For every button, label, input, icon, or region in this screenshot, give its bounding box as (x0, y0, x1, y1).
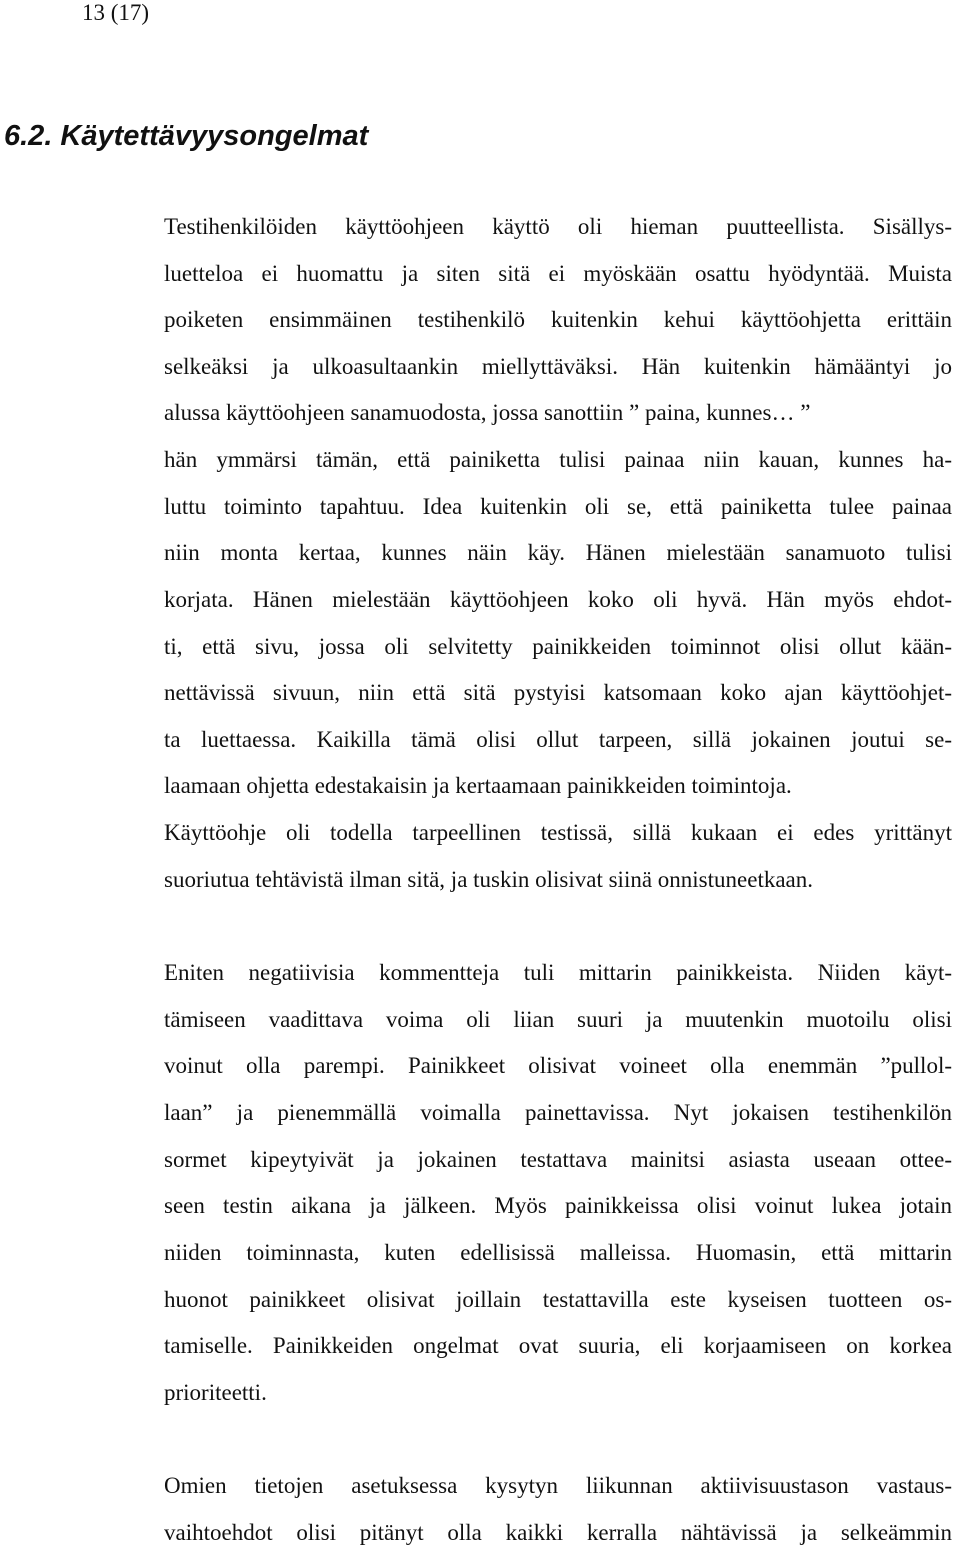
paragraph-line: niin monta kertaa, kunnes näin käy. Hänen mielestään sanamuoto tulisi (164, 540, 952, 565)
paragraph-line: luttu toiminto tapahtuu. Idea kuitenkin oli se, että painiketta tulee painaa (164, 494, 952, 519)
paragraph-line: voinut olla parempi. Painikkeet olisivat voineet olla enemmän ”pullol- (164, 1053, 952, 1078)
paragraph-line: ta luettaessa. Kaikilla tämä olisi ollut tarpeen, sillä jokainen joutui se- (164, 727, 952, 752)
paragraph-line: Käyttöohje oli todella tarpeellinen testissä, sillä kukaan ei edes yrittänyt (164, 820, 952, 845)
paragraph-line: niiden toiminnasta, kuten edellisissä malleissa. Huomasin, että mittarin (164, 1240, 952, 1265)
paragraph-line: laamaan ohjetta edestakaisin ja kertaamaan painikkeiden toimintoja. (164, 773, 792, 798)
paragraph-line: laan” ja pienemmällä voimalla painettavissa. Nyt jokaisen testihenkilön (164, 1100, 952, 1125)
paragraph-line: tamiselle. Painikkeiden ongelmat ovat suuria, eli korjaamiseen on korkea (164, 1333, 952, 1358)
paragraph-line: hän ymmärsi tämän, että painiketta tulisi painaa niin kauan, kunnes ha- (164, 447, 952, 472)
paragraph-line: Eniten negatiivisia kommentteja tuli mittarin painikkeista. Niiden käyt- (164, 960, 952, 985)
paragraph-line: huonot painikkeet olisivat joillain testattavilla este kyseisen tuotteen os- (164, 1287, 952, 1312)
paragraph-line: sormet kipeytyivät ja jokainen testattava mainitsi asiasta useaan ottee- (164, 1147, 952, 1172)
paragraph-line: suoriutua tehtävistä ilman sitä, ja tuskin olisivat siinä onnistuneetkaan. (164, 867, 813, 892)
paragraph-line: poiketen ensimmäinen testihenkilö kuitenkin kehui käyttöohjetta erittäin (164, 307, 952, 332)
paragraph-line: alussa käyttöohjeen sanamuodosta, jossa sanottiin ” paina, kunnes… ” (164, 400, 811, 425)
paragraph-line: luetteloa ei huomattu ja siten sitä ei myöskään osattu hyödyntää. Muista (164, 261, 952, 286)
paragraph-line: prioriteetti. (164, 1380, 267, 1405)
section-heading: 6.2. Käytettävyysongelmat (4, 120, 369, 152)
paragraph-line: seen testin aikana ja jälkeen. Myös painikkeissa olisi voinut lukea jotain (164, 1193, 952, 1218)
paragraph-line: vaihtoehdot olisi pitänyt olla kaikki kerralla nähtävissä ja selkeämmin (164, 1520, 952, 1545)
paragraph-line: nettävissä sivuun, niin että sitä pystyisi katsomaan koko ajan käyttöohjet- (164, 680, 952, 705)
paragraph-line: ti, että sivu, jossa oli selvitetty painikkeiden toiminnot olisi ollut kään- (164, 634, 952, 659)
paragraph-line: Omien tietojen asetuksessa kysytyn liikunnan aktiivisuustason vastaus- (164, 1473, 952, 1498)
page-number: 13 (17) (82, 0, 150, 25)
paragraph-line: korjata. Hänen mielestään käyttöohjeen koko oli hyvä. Hän myös ehdot- (164, 587, 952, 612)
paragraph-line: tämiseen vaadittava voima oli liian suuri ja muutenkin muotoilu olisi (164, 1007, 952, 1032)
paragraph-line: selkeäksi ja ulkoasultaankin miellyttäväksi. Hän kuitenkin hämääntyi jo (164, 354, 952, 379)
paragraph-line: Testihenkilöiden käyttöohjeen käyttö oli hieman puutteellista. Sisällys- (164, 214, 952, 239)
